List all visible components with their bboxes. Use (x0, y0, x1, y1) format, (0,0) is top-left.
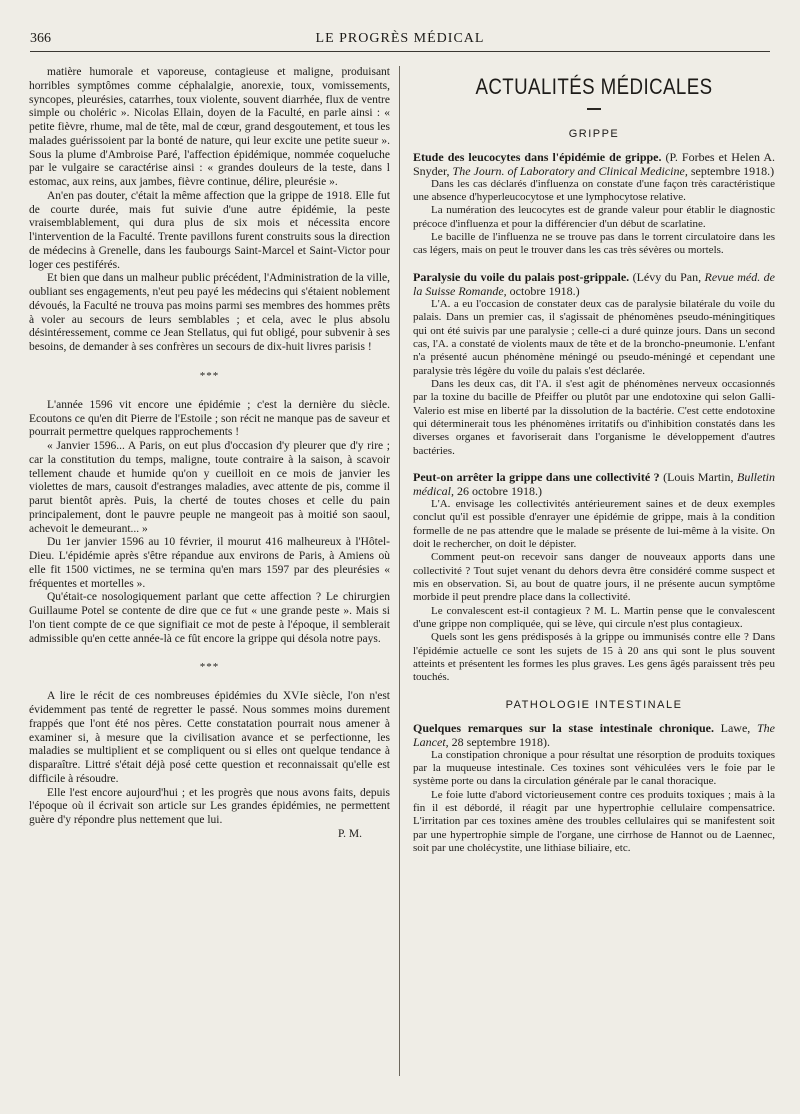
article-paragraph: Quels sont les gens prédisposés à la grippe ou immunisés contre elle ? Dans l'épidémie actuelle ce sont les sujets de 15 à 20 ans qui sont le plus souvent atteints et présentent les formes les plus graves. Les gens âgés paraissent très peu touchés. (413, 631, 775, 684)
article-journal: Bulletin médical, (413, 469, 775, 498)
rubric-heading: PATHOLOGIE INTESTINALE (505, 698, 683, 711)
article-title: Etude des leucocytes dans l'épidémie de grippe. (413, 149, 666, 164)
article-date: octobre 1918.) (509, 283, 580, 298)
article-paragraph: Le foie lutte d'abord victorieusement contre ces produits toxiques ; mais à la fin il est débordé, il réagit par une hypertrophie cellulaire compensatrice. L'irritation par ces toxines amène des troubles cellulaires qui se manifestent soit par une hypertrophie simple de l'organe, une cirrhose de Hannot ou de Laennec, soit par une cholécystite, une lithiase biliaire, etc. (413, 788, 775, 854)
left-paragraphs-group-3 (29, 690, 390, 786)
article-title: Paralysie du voile du palais post-grippale. (413, 269, 633, 284)
article-paragraph: Dans les deux cas, dit l'A. il s'est agit de phénomènes nerveux occasionnés par la toxine du bacille de Pfeiffer ou plutôt par une endotoxine qui selon Galli-Valerio est mise en liberté par la dissolution de la bactérie. C'est cette endotoxine qui déterminerait tous les phénomènes irritatifs ou d'inhibition constatés dans les diverses organes et favoriserait dans l'organisme le développement d'autres bactéries. (413, 377, 775, 457)
right-column (413, 66, 775, 867)
article-date: 28 septembre 1918). (451, 734, 550, 749)
section-break-stars: *** (199, 369, 220, 382)
rubric-heading: GRIPPE (568, 128, 620, 140)
article-authors: (P. Forbes et Helen A. Snyder, (413, 149, 775, 178)
articles-group-2 (413, 721, 775, 856)
article (413, 470, 775, 685)
article-heading (413, 721, 775, 749)
article (413, 270, 775, 458)
signature-line (29, 828, 390, 842)
article-authors: (Lévy du Pan, (632, 269, 705, 284)
paragraph: Qu'était-ce nosologiquement parlant que cette affection ? Le chirurgien Guillaume Potel se contente de dire que ce fut « une grande peste ». Mais si l'on tient compte de ce que signifiait ce mot de peste à l'époque, il semblerait admissible qu'en cette année-là ce fût encore la grippe qui désola notre pays. (29, 591, 390, 645)
article-journal: The Lancet, (413, 720, 775, 749)
article-authors: (Louis Martin, (663, 469, 737, 484)
journal-title: LE PROGRÈS MÉDICAL (315, 31, 485, 46)
article-paragraph: L'A. a eu l'occasion de constater deux cas de paralysie bilatérale du voile du palais. Dans un premier cas, il s'agissait de phénomènes pseudo-méningitiques qui ont été suivis par une paralysie ; celle-ci a duré quinze jours. Dans un second cas, l'A. a constaté de violents maux de tête et de la broncho-pneumonie. L'enfant n'a présenté aucun phénomène méningé ou pseudo-méningé et cependant une paralysie très légère du voile du palais s'est déclarée. (413, 297, 775, 377)
article-paragraph: Le bacille de l'influenza ne se trouve pas dans le torrent circulatoire dans les cas légers, mais on peut le trouver dans les cas très sévères ou mortels. (413, 231, 775, 257)
article-journal: Revue méd. de la Suisse Romande, (413, 269, 775, 298)
paragraph: Et bien que dans un malheur public précédent, l'Administration de la ville, oubliant ses engagements, n'eut peu payé les médecins qui s'étaient noblement dévoués, la Faculté ne trouva pas moins parmi ses membres des hommes prêts à voler au secours de leurs semblables ; et cela, avec le plus absolu désintéressement, comme ce Jean Stellatus, qui fut obligé, pour subvenir à ses besoins, de demander à ses confrères un secours de dix-huit livres parisis ! (29, 272, 390, 353)
paragraph: An'en pas douter, c'était la même affection que la grippe de 1918. Elle fut de courte durée, mais fut suivie d'une autre épidémie, la peste vraisemblablement, qui dura plus de six mois et nécessita encore l'intervention de la Faculté. Trente pavillons furent construits sous la direction de médecins à Grenelle, dans les faubourgs Saint-Marcel et Saint-Victor pour loger ces pestiférés. (29, 189, 390, 271)
article-heading (413, 470, 775, 498)
article-title: Peut-on arrêter la grippe dans une collectivité ? (413, 469, 664, 484)
author-signature: P. M. (338, 827, 362, 840)
articles-group-1 (413, 150, 775, 685)
article-heading (413, 150, 775, 178)
paragraph: matière humorale et vaporeuse, contagieuse et maligne, produisant horribles symptômes comme céphalalgie, anorexie, toux, vomissements, syncopes, pleurésies, catarrhes, toux violente, souvent diarrhée, flux de ventre simple ou choléric ». Nicolas Ellain, doyen de la Faculté, en parle ainsi : « petite fièvre, rhume, mal de tête, mal de cœur, grand desgoutement, et tous les malades guérissoient par la bonté de nature, qui leur excite une petite sueur ». Sous la plume d'Ambroise Paré, l'affection épidémique, nommée coqueluche par le vulgaire se caractérise ainsi : « grandes douleurs de la teste, dans l estomac, aux reins, aux jambes, fièvre continue, délire, pleurésie ». (29, 66, 390, 188)
title-dash (587, 108, 601, 110)
article-paragraph: La numération des leucocytes est de grande valeur pour établir le diagnostic précoce d'influenza et pour la différencier d'un début de scarlatine. (413, 204, 775, 230)
section-title: ACTUALITÉS MÉDICALES (475, 74, 713, 99)
paragraph: A lire le récit de ces nombreuses épidémies du XVIe siècle, l'on n'est évidemment pas tenté de regretter le passé. Nous sommes moins durement frappés que l'ont été nos pères. Cette constatation pourrait nous amener à examiner si, à mesure que la civilisation avance et se perfectionne, les maladies se multiplient et se compliquent ou si elles ont quelque tendance à disparaître. Littré s'était déjà posé cette question et reconnaissait qu'elle est difficile à résoudre. (29, 690, 390, 785)
article-date: septembre 1918.) (690, 163, 775, 178)
running-head (30, 29, 770, 52)
section-break-stars: *** (199, 661, 220, 674)
left-paragraphs-group-2 (29, 399, 390, 647)
article-paragraph: L'A. envisage les collectivités antérieurement saines et de deux exemples conclut qu'il est possible d'enrayer une épidémie de grippe, mais à la condition formelle de ne pas attendre que le malade se présente de lui-même à la visite. On doit le rechercher, on doit le dépister. (413, 497, 775, 550)
article-title: Quelques remarques sur la stase intestinale chronique. (413, 720, 721, 735)
left-paragraphs-group-1 (29, 66, 390, 355)
paragraph: Du 1er janvier 1596 au 10 février, il mourut 416 malheureux à l'Hôtel-Dieu. L'épidémie après s'être répandue aux environs de Paris, à Amiens où elle fit 1500 victimes, ne se termina qu'en mars 1597 par des pleurésies « fréquentes et mortelles ». (29, 536, 390, 590)
closing-paragraph (29, 787, 390, 828)
paragraph: « Janvier 1596... A Paris, on eut plus d'occasion d'y pleurer que d'y rire ; car la constitution du temps, maligne, toute contraire à la saison, à scavoir tellement chaude et humide qu'on y cueilloit en ce mois de janvier les violettes de mars, causoit d'estranges maladies, avec attente de pis, comme il parut bientôt après. Puis, la cherté de toutes choses et celle du pain principalement, dont le pauvre peuple ne mangeoit pas à moitié son saoul, achevoit le demeurant... » (29, 440, 390, 535)
paragraph: L'année 1596 vit encore une épidémie ; c'est la dernière du siècle. Ecoutons ce qu'en dit Pierre de l'Estoile ; son récit ne manque pas de saveur et pourrait permettre quelques rapprochements ! (29, 398, 390, 439)
article-heading (413, 270, 775, 298)
article-paragraph: Dans les cas déclarés d'influenza on constate d'une façon très caractéristique une absence d'hyperleucocytose et une lymphocytose relative. (413, 177, 775, 204)
article-paragraph: Comment peut-on recevoir sans danger de nouveaux apports dans une collectivité ? Tout sujet venant du dehors devra être considéré comme suspect et mis en observation. Si, au bout de quatre jours, il ne présente aucun symptôme morbide il peut prendre place dans la collectivité. (413, 551, 775, 604)
column-divider (399, 66, 400, 1076)
article (413, 721, 775, 856)
closing-paragraph-text: Elle l'est encore aujourd'hui ; et les progrès que nous avons faits, depuis l'époque où il écrivait son article sur Les grandes épidémies, ne permettent guère d'y répondre plus nettement que lui. (29, 786, 390, 826)
article-paragraph: Le convalescent est-il contagieux ? M. L. Martin pense que le convalescent d'une grippe non compliquée, qui se lève, qui circule n'est plus contagieux. (413, 604, 775, 631)
article-authors: Lawe, (720, 720, 757, 735)
article-date: 26 octobre 1918.) (457, 483, 542, 498)
article-journal: The Journ. of Laboratory and Clinical Medicine, (452, 163, 691, 178)
article (413, 150, 775, 258)
left-column (29, 66, 390, 842)
article-paragraph: La constipation chronique a pour résultat une résorption de produits toxiques par la muqueuse intestinale. Ces toxines sont véhiculées vers le foie par le système porte ou dans la circulation générale par le canal thoracique. (413, 748, 775, 788)
page-number: 366 (30, 31, 51, 46)
